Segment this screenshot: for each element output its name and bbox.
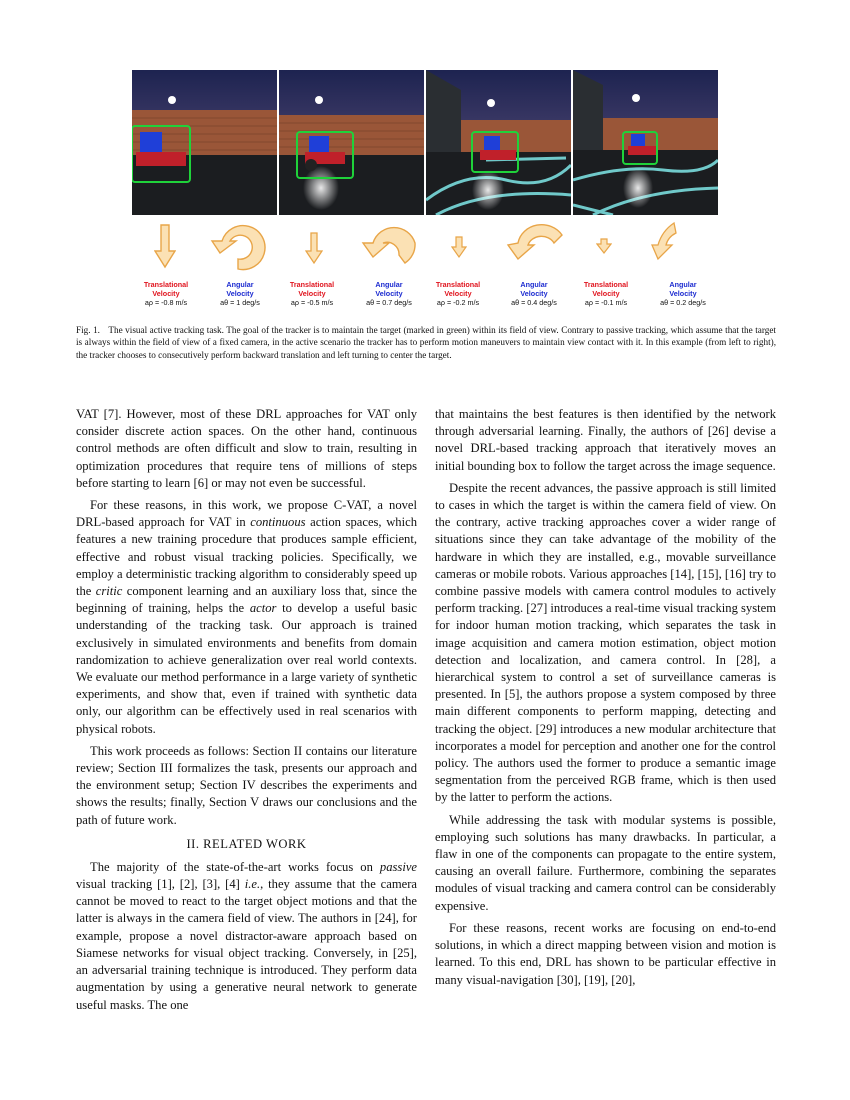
rotate-left-icon [357,219,419,269]
left-column [76,406,417,1019]
velocity-labels [132,280,718,320]
tracking-frame-2 [279,70,424,215]
tracking-frame-1 [132,70,277,215]
paragraph: For these reasons, in this work, we propose C-VAT, a novel DRL-based approach for VAT in continuous action spaces, which features a new training procedure that produces sample efficient, effective and robust visual tracking policies. Specifically, we employ a deterministic tracking algorithm to considerably speed up the critic component learning and an auxiliary loss that, since the beginning of training, helps the actor to develop a useful basic understanding of the tracking task. Our approach is trained exclusively in simulated environments and benefits from domain randomization to achieve generalization over real world contexts. We evaluate our method performance in a large variety of synthetic experiments, and show that, even if trained with synthetic data only, our algorithm can be effectively used in real scenarios with physical robots. [76,498,417,736]
section-heading: II. RELATED WORK [186,836,307,851]
caption-text: The visual active tracking task. The goal of the tracker is to maintain the target (marked in green) within its field of view. Contrary to passive tracking, which assume that the target is always within the field of view of a fixed camera, in the active scenario the tracker has to perform motion maneuvers to maintain view contact with it. In this example (from left to right), the tracker chooses to consecutively perform backward translation and left turning to center the target. [76,325,776,360]
figure-caption [76,324,776,361]
paragraph: that maintains the best features is then identified by the network through adversarial learning. Finally, the authors of [26] devise a novel DRL-based tracking approach that iteratively moves an initial bounding box to follow the target across the image sequence. [435,407,776,473]
translational-velocity-label: Translational Velocity aρ = -0.1 m/s [583,280,629,307]
down-arrow-icon [451,235,467,259]
translational-velocity-label: Translational Velocity aρ = -0.8 m/s [143,280,189,307]
translational-velocity-label: Translational Velocity aρ = -0.5 m/s [289,280,335,307]
paragraph: This work proceeds as follows: Section II contains our literature review; Section III formalizes the task, presents our approach and the environment setup; Section IV describes the experiments and shows the results; finally, Section V draws our conclusions and the path of future work. [76,743,417,827]
down-arrow-icon [305,231,323,265]
tracking-frame-4 [573,70,718,215]
frame-strip [132,70,718,215]
rotate-left-icon [504,221,564,261]
angular-velocity-label: Angular Velocity aθ = 1 deg/s [220,280,260,307]
figure-label: Fig. 1. [76,325,100,335]
rotate-left-icon [650,221,678,261]
paragraph: VAT [7]. However, most of these DRL approaches for VAT only consider discrete action spaces. On the other hand, continuous control methods are often difficult and slow to train, resulting in optimization procedures that require tens of millions of steps before starting to learn [6] or may not even be successful. [76,407,417,490]
paragraph: The majority of the state-of-the-art works focus on passive visual tracking [1], [2], [3], [4] i.e., they assume that the camera cannot be moved to react to the target object motions and that the latter is always in the camera field of view. The authors in [24], for example, propose a novel distractor-aware approach based on Siamese networks for visual object tracking. Conversely, in [25], an adversarial training technique is introduced. They perform data augmentation by using a generative neural network to generate useful masks. The one [76,859,418,1012]
tracking-frame-3 [426,70,571,215]
paragraph: Despite the recent advances, the passive approach is still limited to cases in which the target is within the camera field of view. On the contrary, active tracking approaches cover a wider range of situations since they can take advantage of the mobility of the hardware in which they are installed, e.g., movable surveillance cameras or mobile robots. Various approaches [14], [15], [16] try to combine passive models with camera control modules to actively perform tracking. [27] introduces a real-time visual tracking system for indoor human motion tracking, which separates the task in image acquisition and camera motion estimation, object motion detection and localization, and camera control. In [28], a hierarchical system to control a set of surveillance cameras is presented. In [5], the authors propose a system composed by three main different components to perform mapping, detecting and tracking the object. [29] introduces a new modular architecture that incorporates a model for perception and another one for the control policy. The authors used the former to produce a semantic image segmentation from the perceived RGB frame, which is then used by the latter to perform the actions. [435,480,776,805]
rotate-left-icon [208,219,270,275]
translational-velocity-label: Translational Velocity aρ = -0.2 m/s [435,280,481,307]
paragraph: While addressing the task with modular systems is possible, employing such solutions has many drawbacks. In particular, a flaw in one of the components can propagate to the entire system, causing an overall failure. Furthermore, combining the separates modules of visual tracking and camera control can be considerably expensive. [435,812,776,913]
angular-velocity-label: Angular Velocity aθ = 0.4 deg/s [511,280,557,307]
down-arrow-icon [154,223,176,269]
action-arrows [132,223,718,278]
angular-velocity-label: Angular Velocity aθ = 0.2 deg/s [660,280,706,307]
right-column [435,406,776,994]
angular-velocity-label: Angular Velocity aθ = 0.7 deg/s [366,280,412,307]
figure-1 [132,70,718,320]
paragraph: For these reasons, recent works are focusing on end-to-end solutions, in which a direct mapping between vision and motion is learned. To this end, DRL has shown to be particular effective in many visual-navigation [30], [19], [20], [435,920,776,987]
down-arrow-icon [596,237,612,255]
